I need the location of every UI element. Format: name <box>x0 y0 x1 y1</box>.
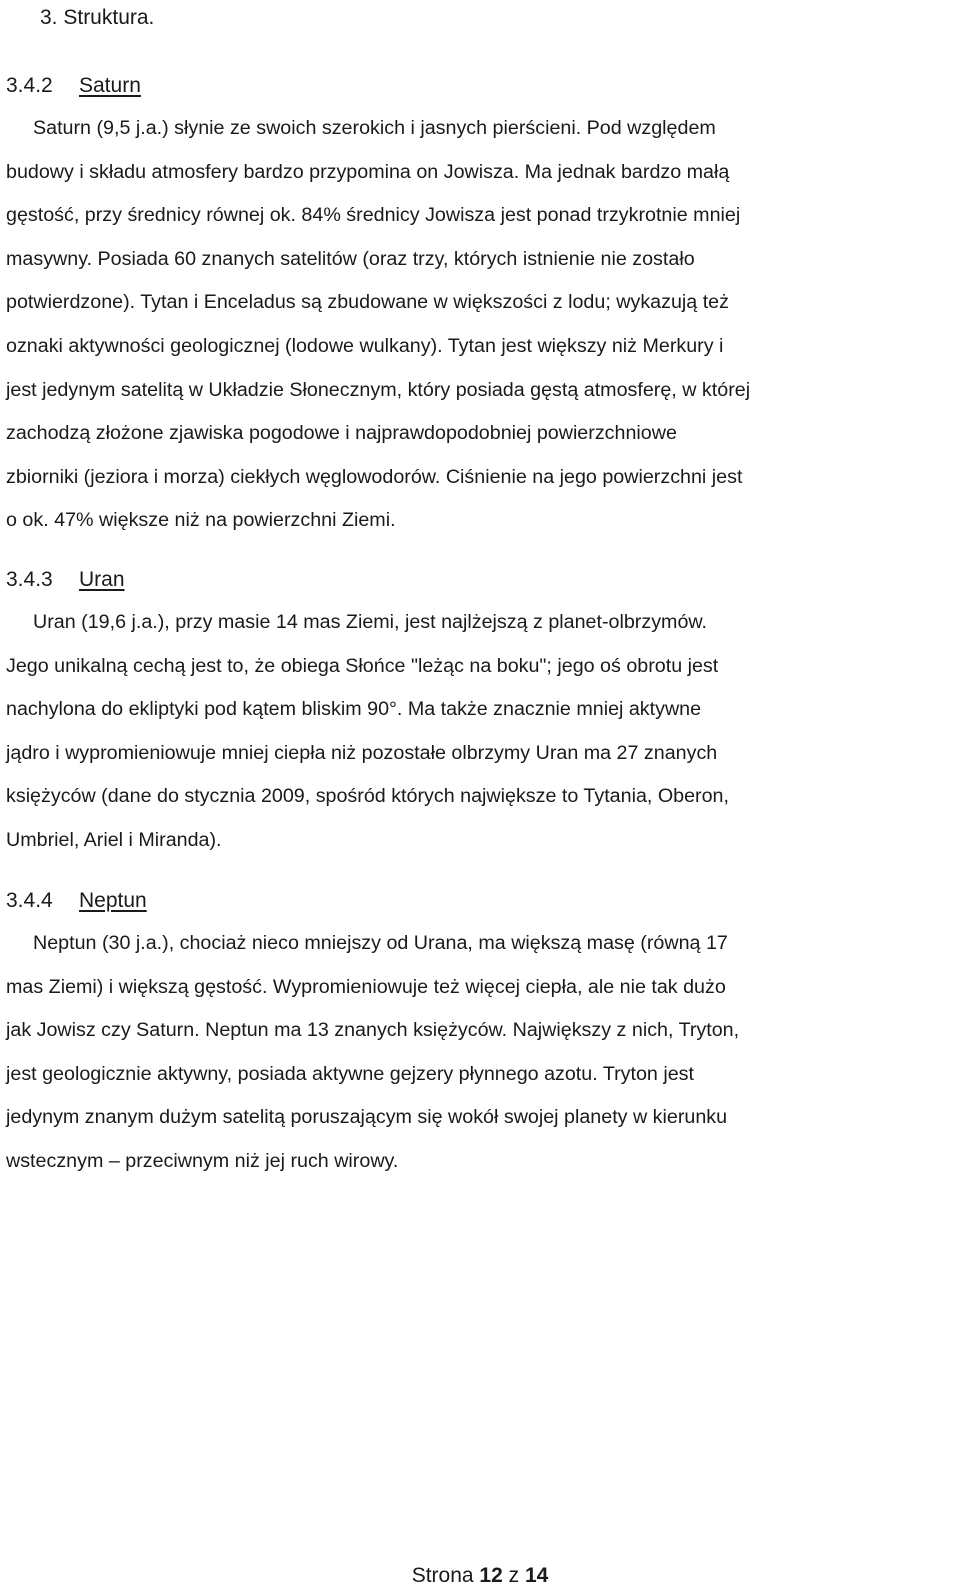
footer-current-page: 12 <box>479 1564 503 1587</box>
paragraph-line: jak Jowisz czy Saturn. Neptun ma 13 znanych księżyców. Największy z nich, Tryton, <box>6 1019 740 1042</box>
section-title: Neptun <box>79 889 147 912</box>
section-number: 3.4.2 <box>6 74 53 97</box>
paragraph-line: o ok. 47% większe niż na powierzchni Ziemi. <box>6 509 396 532</box>
page-footer <box>0 1562 960 1590</box>
section-paragraph-neptun <box>6 922 950 1184</box>
paragraph-line: jest geologicznie aktywny, posiada aktywne gejzery płynnego azotu. Tryton jest <box>6 1062 694 1085</box>
section-paragraph-uran <box>6 601 950 863</box>
paragraph-line: budowy i składu atmosfery bardzo przypomina on Jowisza. Ma jednak bardzo małą <box>6 160 730 183</box>
footer-separator: z <box>508 1564 520 1587</box>
section-title: Uran <box>79 568 125 591</box>
paragraph-line: Jego unikalną cechą jest to, że obiega Słońce "leżąc na boku"; jego oś obrotu jest <box>6 654 719 677</box>
paragraph-line: księżyców (dane do stycznia 2009, spośród których największe to Tytania, Oberon, <box>6 785 729 808</box>
paragraph-line: Saturn (9,5 j.a.) słynie ze swoich szerokich i jasnych pierścieni. Pod względem <box>33 117 716 139</box>
chapter-heading: 3. Struktura. <box>40 6 155 29</box>
paragraph-line: Uran (19,6 j.a.), przy masie 14 mas Ziemi, jest najlżejszą z planet-olbrzymów. <box>33 611 707 633</box>
footer-prefix: Strona <box>411 1564 474 1587</box>
section-paragraph-saturn <box>6 107 950 543</box>
paragraph-line: nachylona do ekliptyki pod kątem bliskim 90°. Ma także znacznie mniej aktywne <box>6 698 702 721</box>
footer-total-pages: 14 <box>524 1564 549 1587</box>
paragraph-line: mas Ziemi) i większą gęstość. Wypromieniowuje też więcej ciepła, ale nie tak dużo <box>6 975 726 998</box>
paragraph-line: zbiorniki (jeziora i morza) ciekłych węglowodorów. Ciśnienie na jego powierzchni jest <box>6 465 743 488</box>
paragraph-line: jest jedynym satelitą w Układzie Słonecznym, który posiada gęstą atmosferę, w której <box>6 378 751 401</box>
section-heading-uran <box>6 566 125 594</box>
paragraph-line: potwierdzone). Tytan i Enceladus są zbudowane w większości z lodu; wykazują też <box>6 291 729 314</box>
paragraph-line: jądro i wypromieniowuje mniej ciepła niż pozostałe olbrzymy Uran ma 27 znanych <box>6 741 718 764</box>
section-heading-saturn <box>6 72 141 100</box>
section-number: 3.4.3 <box>6 568 53 591</box>
paragraph-line: oznaki aktywności geologicznej (lodowe wulkany). Tytan jest większy niż Merkury i <box>6 334 724 357</box>
paragraph-line: wstecznym – przeciwnym niż jej ruch wirowy. <box>6 1149 399 1172</box>
section-title: Saturn <box>79 74 141 97</box>
paragraph-line: gęstość, przy średnicy równej ok. 84% średnicy Jowisza jest ponad trzykrotnie mniej <box>6 204 741 227</box>
paragraph-line: zachodzą złożone zjawiska pogodowe i najprawdopodobniej powierzchniowe <box>6 422 677 445</box>
paragraph-line: Neptun (30 j.a.), chociaż nieco mniejszy od Urana, ma większą masę (równą 17 <box>33 932 728 954</box>
paragraph-line: masywny. Posiada 60 znanych satelitów (oraz trzy, których istnienie nie zostało <box>6 247 695 270</box>
section-number: 3.4.4 <box>6 889 53 912</box>
paragraph-line: jedynym znanym dużym satelitą poruszającym się wokół swojej planety w kierunku <box>6 1106 728 1129</box>
section-heading-neptun <box>6 887 147 915</box>
paragraph-line: Umbriel, Ariel i Miranda). <box>6 828 222 851</box>
